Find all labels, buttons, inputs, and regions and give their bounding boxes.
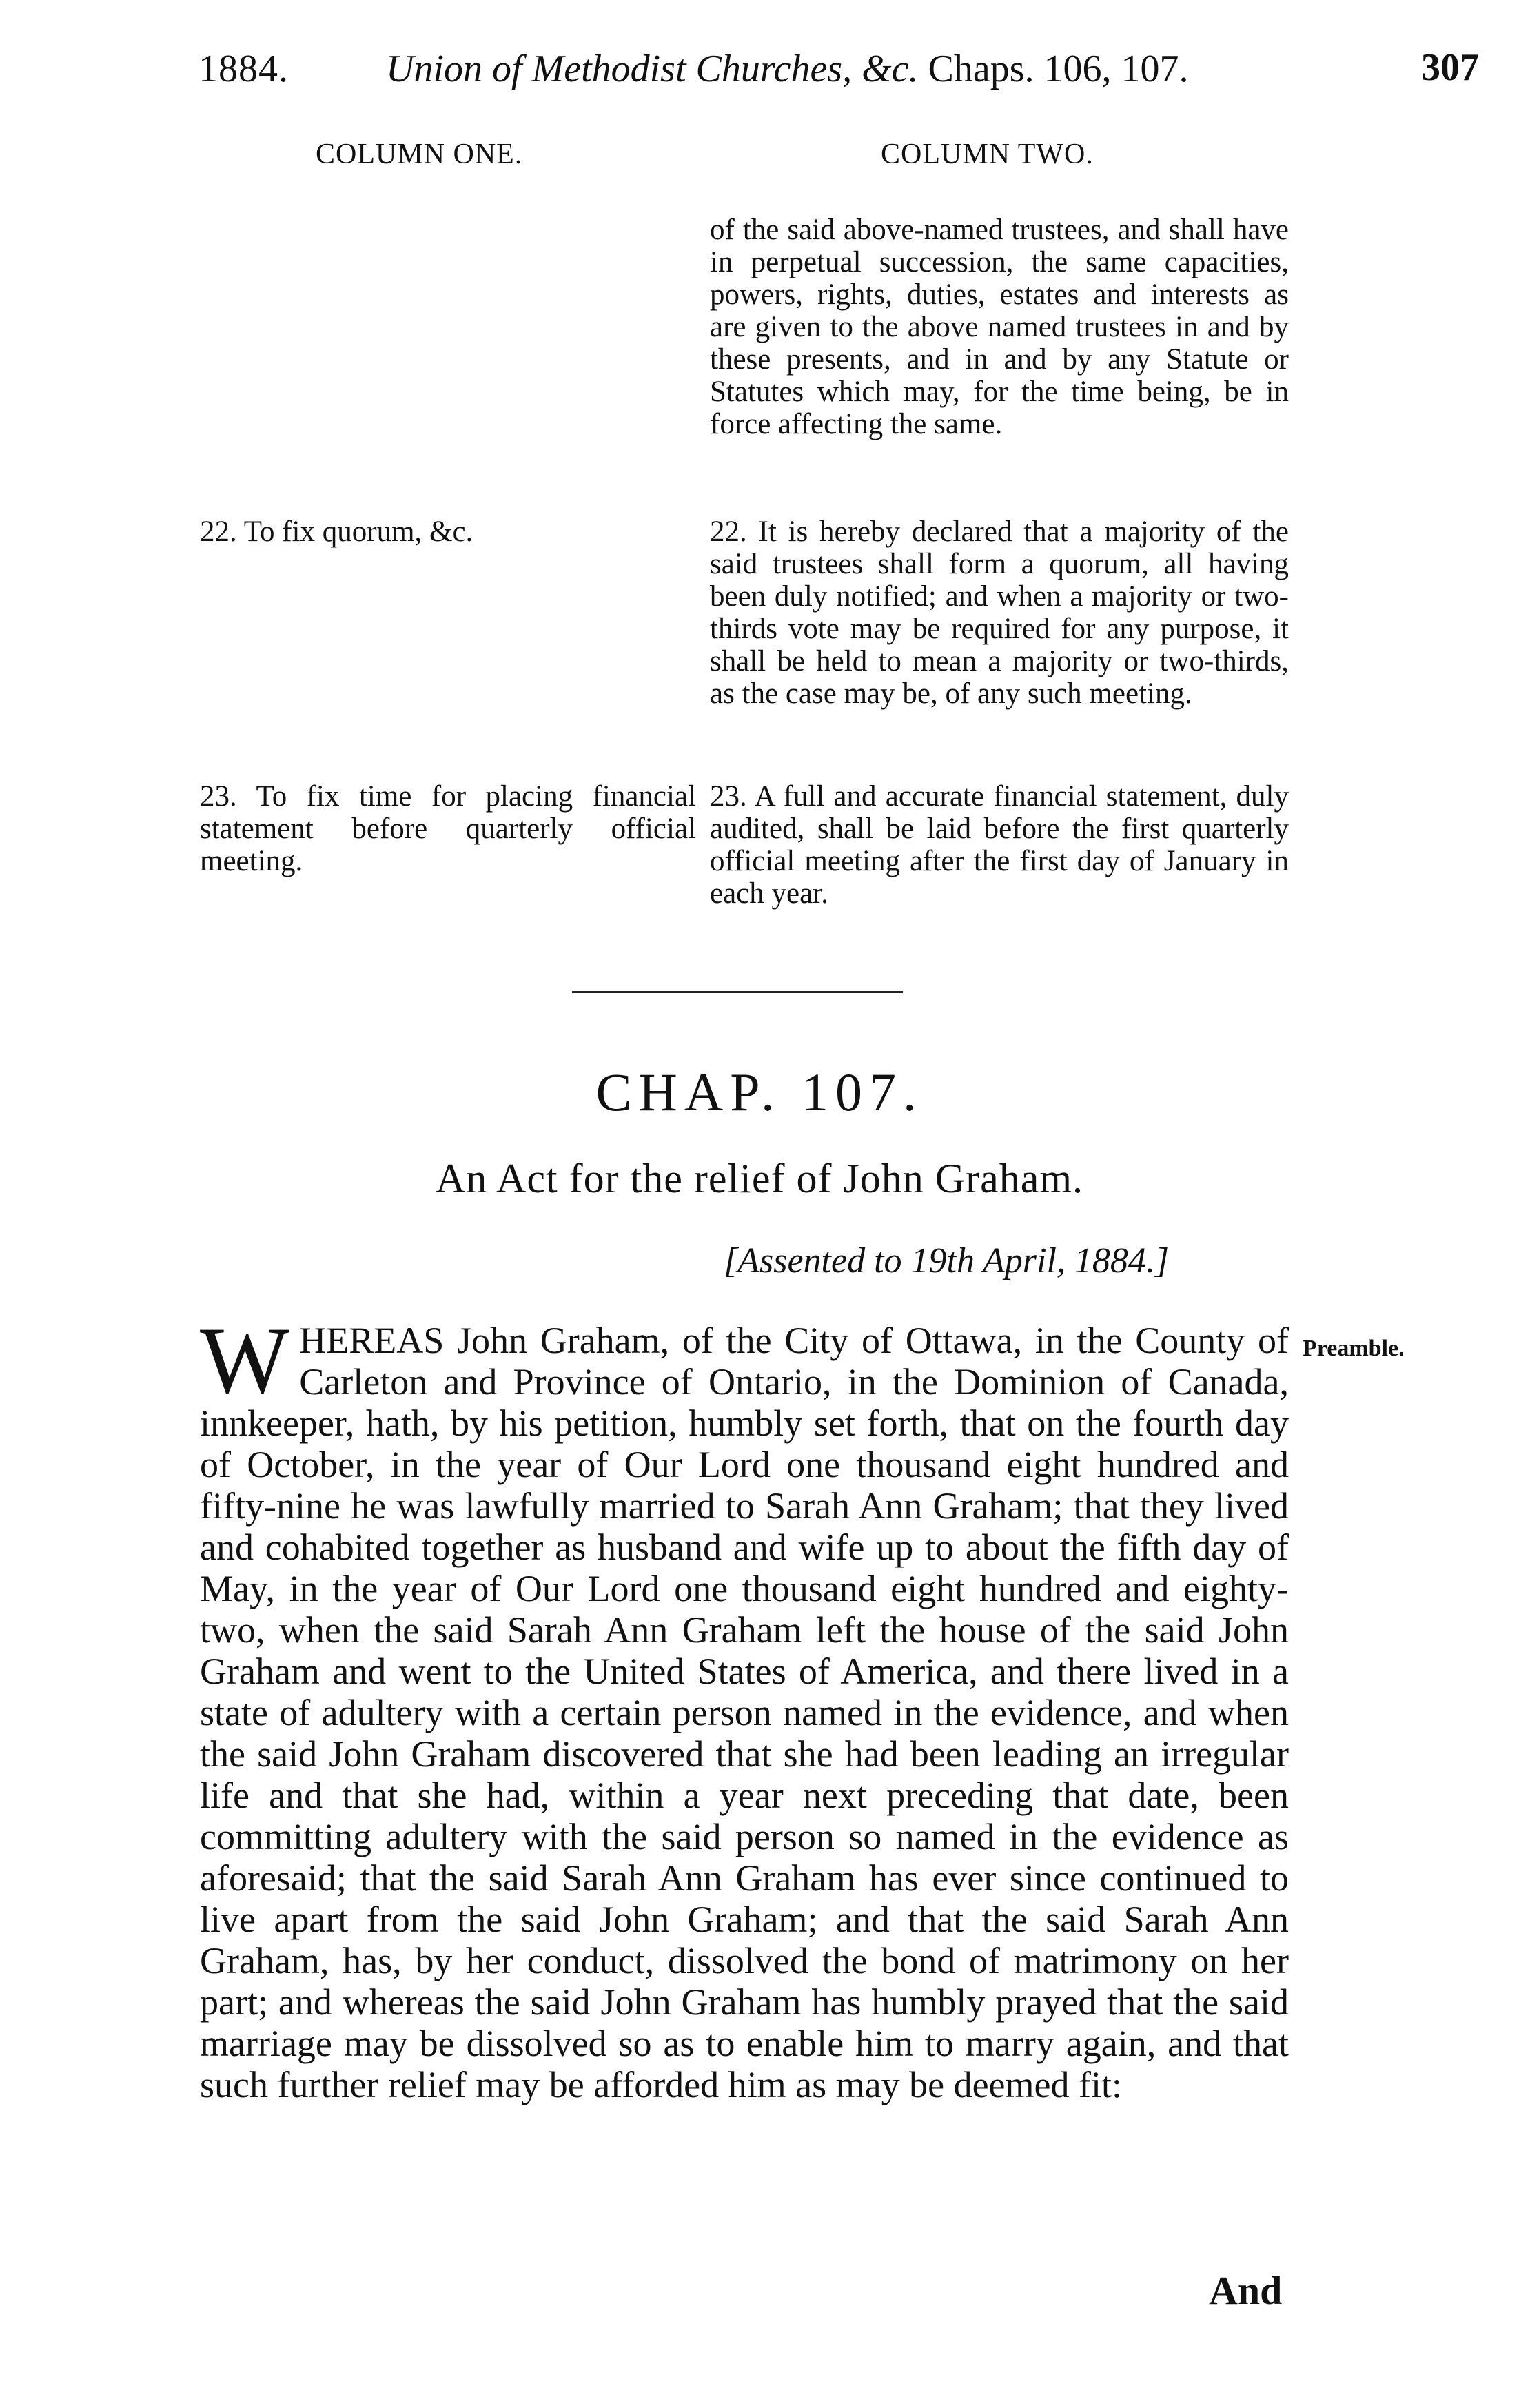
preamble-margin-note: Preamble. [1303,1336,1405,1361]
header-title [386,47,1189,91]
drop-cap: W [200,1307,290,1413]
catchword: And [1209,2268,1283,2313]
column-two-continuation: of the said above-named trustees, and shall have in perpetual succession, the same capacities, powers, rights, duties, estates and interests as are given to the above named trustees in and by these presents, and in and by any Statute or Statutes which may, for the time being, be in force affecting the same. [710,214,1289,440]
column-one-heading: COLUMN ONE. [316,139,523,170]
chapter-heading: CHAP. 107. [595,1062,924,1122]
section-23-column-two: 23. A full and accurate financial statement, duly audited, shall be laid before the first quarterly official meeting after the first day of January in each year. [710,780,1289,910]
header-chapters: Chaps. 106, 107. [928,48,1189,90]
page-number: 307 [1421,46,1479,89]
column-two-heading: COLUMN TWO. [881,139,1094,170]
assent-date: [Assented to 19th April, 1884.] [724,1241,1170,1280]
preamble-text: HEREAS John Graham, of the City of Ottawa, in the County of Carleton and Province of Ontario, in the Dominion of Canada, innkeeper, hath, by his petition, humbly set forth, that on the fourth day of October, in the year of Our Lord one thousand eight hundred and fifty-nine he was lawfully married to Sarah Ann Graham; that they lived and cohabited together as husband and wife up to about the fifth day of May, in the year of Our Lord one thousand eight hundred and eighty-two, when the said Sarah Ann Graham left the house of the said John Graham and went to the United States of America, and there lived in a state of adultery with a certain person named in the evidence, and when the said John Graham discovered that she had been leading an irregular life and that she had, within a year next preceding that date, been committing adultery with the said person so named in the evidence as aforesaid; that the said Sarah Ann Graham has ever since continued to live apart from the said John Graham; and that the said Sarah Ann Graham, has, by her conduct, dissolved the bond of matrimony on her part; and whereas the said John Graham has humbly prayed that the said marriage may be dissolved so as to enable him to marry again, and that such further relief may be afforded him as may be deemed fit: [200,1320,1289,2105]
section-23-column-one: 23. To fix time for placing financial statement before quarterly official meeting. [200,780,696,877]
section-divider [572,991,903,993]
preamble-text-block [200,1307,1289,2105]
act-title: An Act for the relief of John Graham. [435,1156,1084,1201]
section-22-column-one: 22. To fix quorum, &c. [200,516,473,548]
header-year: 1884. [198,48,289,90]
header-title-text: Union of Methodist Churches, &c. [386,48,919,90]
section-22-column-two: 22. It is hereby declared that a majority of the said trustees shall form a quorum, all having been duly notified; and when a majority or two-thirds vote may be required for any purpose, it shall be held to mean a majority or two-thirds, as the case may be, of any such meeting. [710,516,1289,710]
